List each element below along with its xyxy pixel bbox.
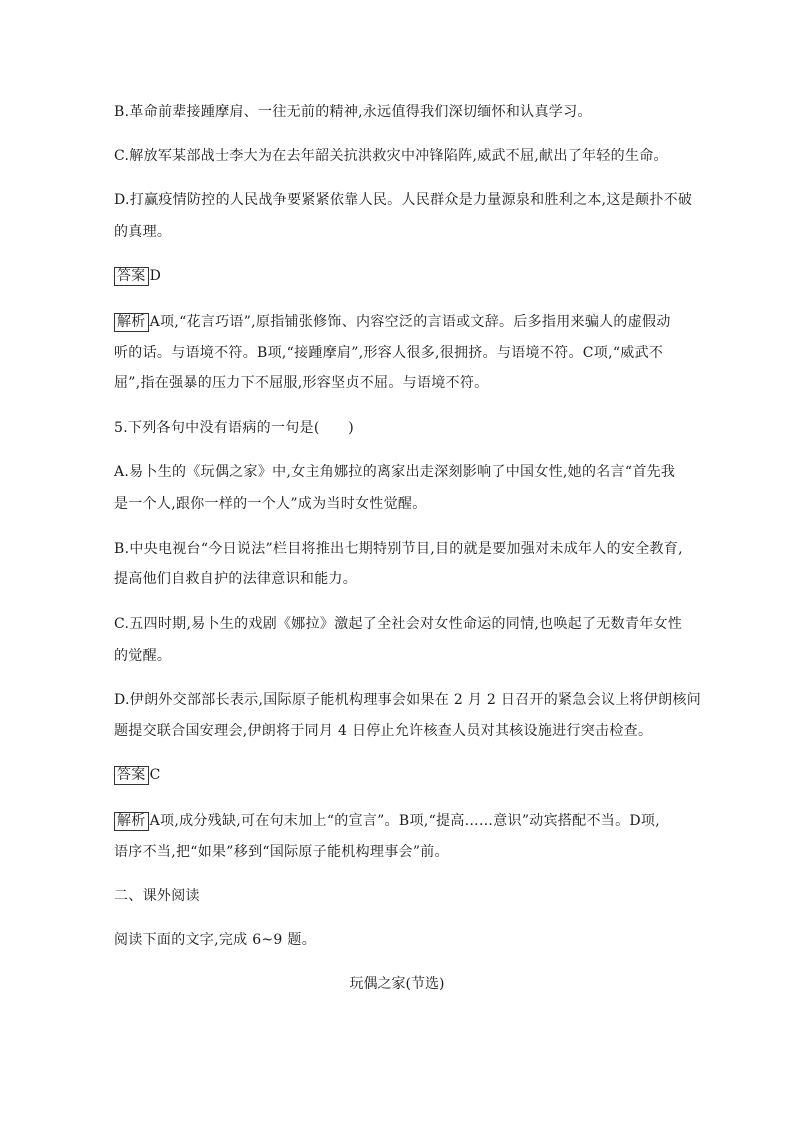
q4-option-b: B.革命前辈接踵摩肩、一往无前的精神,永远值得我们深切缅怀和认真学习。: [114, 104, 592, 120]
q5-answer: [114, 765, 161, 785]
q5-analysis-line2: 语序不当,把“如果”移到“国际原子能机构理事会”前。: [114, 844, 449, 860]
q5-option-c-line1: C.五四时期,易卜生的戏剧《娜拉》激起了全社会对女性命运的同情,也唤起了无数青年女性: [114, 616, 683, 632]
analysis-text: A项,成分残缺,可在句末加上“的宣言”。B项,“提高……意识”动宾搭配不当。D项,: [149, 813, 660, 829]
q5-option-c-line2: 的觉醒。: [114, 648, 172, 664]
answer-label: 答案: [114, 267, 149, 286]
section-heading: 二、课外阅读: [114, 888, 200, 904]
q5-stem: 5.下列各句中没有语病的一句是( ): [114, 420, 354, 436]
q5-option-d-line2: 题提交联合国安理会,伊朗将于同月 4 日停止允许核查人员对其核设施进行突击检查。: [114, 723, 653, 739]
analysis-label: 解析: [114, 812, 149, 831]
q5-option-a-line2: 是一个人,跟你一样的一个人”成为当时女性觉醒。: [114, 496, 427, 512]
passage-title: 玩偶之家(节选): [349, 976, 445, 992]
q4-analysis-line3: 屈”,指在强暴的压力下不屈服,形容坚贞不屈。与语境不符。: [114, 375, 489, 391]
q4-option-c: C.解放军某部战士李大为在去年韶关抗洪救灾中冲锋陷阵,威武不屈,献出了年轻的生命。: [114, 148, 668, 164]
analysis-label: 解析: [114, 313, 149, 332]
analysis-text: A项,“花言巧语”,原指铺张修饰、内容空泛的言语或文辞。后多指用来骗人的虚假动: [149, 314, 671, 330]
q5-option-a-line1: A.易卜生的《玩偶之家》中,女主角娜拉的离家出走深刻影响了中国女性,她的名言“首先我: [114, 464, 676, 480]
q5-analysis-line1: [114, 811, 660, 831]
q4-option-d-line2: 的真理。: [114, 224, 172, 240]
q4-option-d-line1: D.打赢疫情防控的人民战争要紧紧依靠人民。人民群众是力量源泉和胜利之本,这是颠扑不破: [114, 192, 693, 208]
answer-label: 答案: [114, 766, 149, 785]
reading-instruction: 阅读下面的文字,完成 6~9 题。: [114, 932, 316, 948]
q4-analysis-line1: [114, 312, 671, 332]
answer-value: C: [149, 767, 161, 783]
answer-value: D: [149, 268, 162, 284]
q4-answer: [114, 266, 161, 286]
q4-analysis-line2: 听的话。与语境不符。B项,“接踵摩肩”,形容人很多,很拥挤。与语境不符。C项,“威武不: [114, 345, 664, 361]
q5-option-d-line1: D.伊朗外交部部长表示,国际原子能机构理事会如果在 2 月 2 日召开的紧急会议上将伊朗核问: [114, 692, 702, 708]
q5-option-b-line1: B.中央电视台“今日说法”栏目将推出七期特别节目,目的就是要加强对未成年人的安全教育,: [114, 541, 683, 557]
q5-option-b-line2: 提高他们自救自护的法律意识和能力。: [114, 571, 358, 587]
